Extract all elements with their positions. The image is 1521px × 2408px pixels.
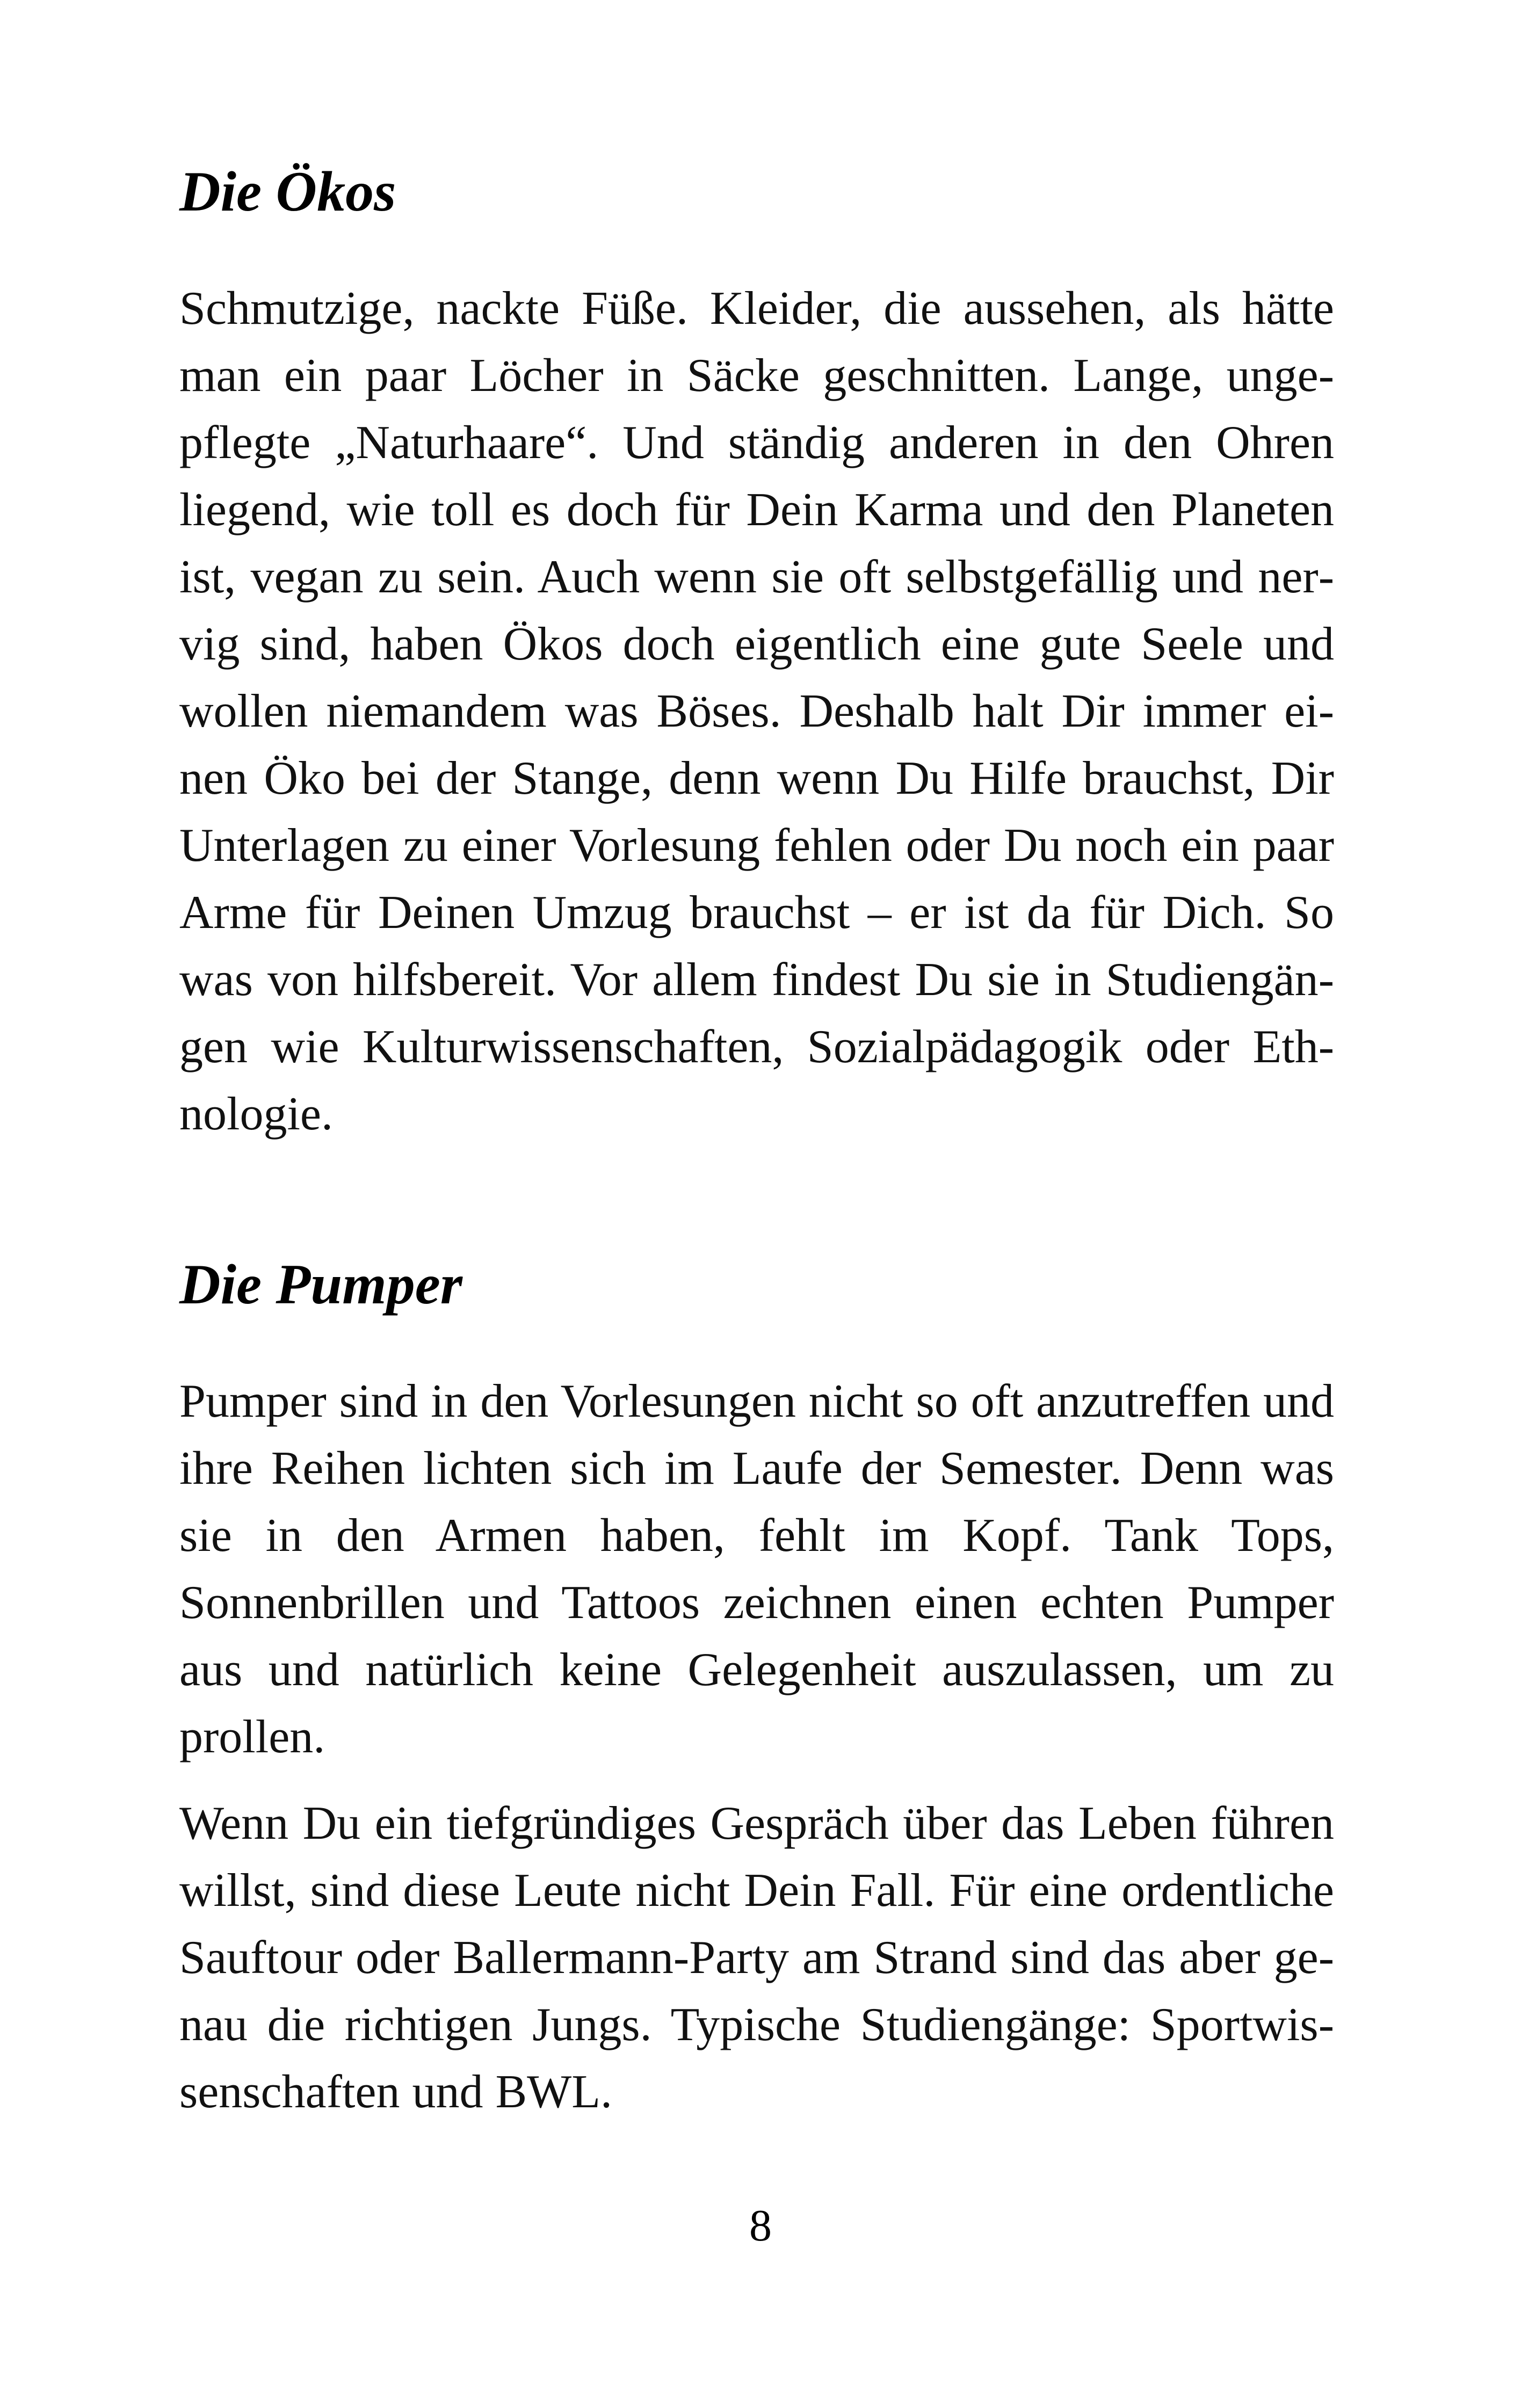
section-pumper-paragraph-2: Wenn Du ein tiefgründiges Gespräch über das Leben führen willst, sind diese Leute nicht Dein Fall. Für eine ordentliche Sauftour oder Ballermann-Party am Strand sind das aber genau die richtigen Jungs. Typische Studiengänge: Sportwissenschaften und BWL. [179, 1797, 1334, 2118]
page-number: 8 [749, 2201, 772, 2251]
section-title-oekos: Die Ökos [179, 160, 396, 223]
page-content [179, 141, 1334, 2126]
section-title-pumper: Die Pumper [179, 1253, 462, 1316]
section-oekos-paragraph: Schmutzige, nackte Füße. Kleider, die aussehen, als hätte man ein paar Löcher in Säcke geschnitten. Lange, ungepflegte „Naturhaare“. Und ständig anderen in den Ohren liegend, wie toll es doch für Dein Karma und den Planeten ist, vegan zu sein. Auch wenn sie oft selbstgefällig und nervig sind, haben Ökos doch eigentlich eine gute Seele und wollen niemandem was Böses. Deshalb halt Dir immer einen Öko bei der Stange, denn wenn Du Hilfe brauchst, Dir Unterlagen zu einer Vorlesung fehlen oder Du noch ein paar Arme für Deinen Umzug brauchst – er ist da für Dich. So was von hilfsbereit. Vor allem findest Du sie in Studiengängen wie Kulturwissenschaften, Sozialpädagogik oder Ethnologie. [179, 282, 1334, 1140]
section-pumper-paragraph-1: Pumper sind in den Vorlesungen nicht so oft anzutreffen und ihre Reihen lichten sich im Laufe der Semester. Denn was sie in den Armen haben, fehlt im Kopf. Tank Tops, Sonnenbrillen und Tattoos zeichnen einen echten Pumper aus und natürlich keine Gelegenheit auszulassen, um zu prollen. [179, 1375, 1334, 1763]
